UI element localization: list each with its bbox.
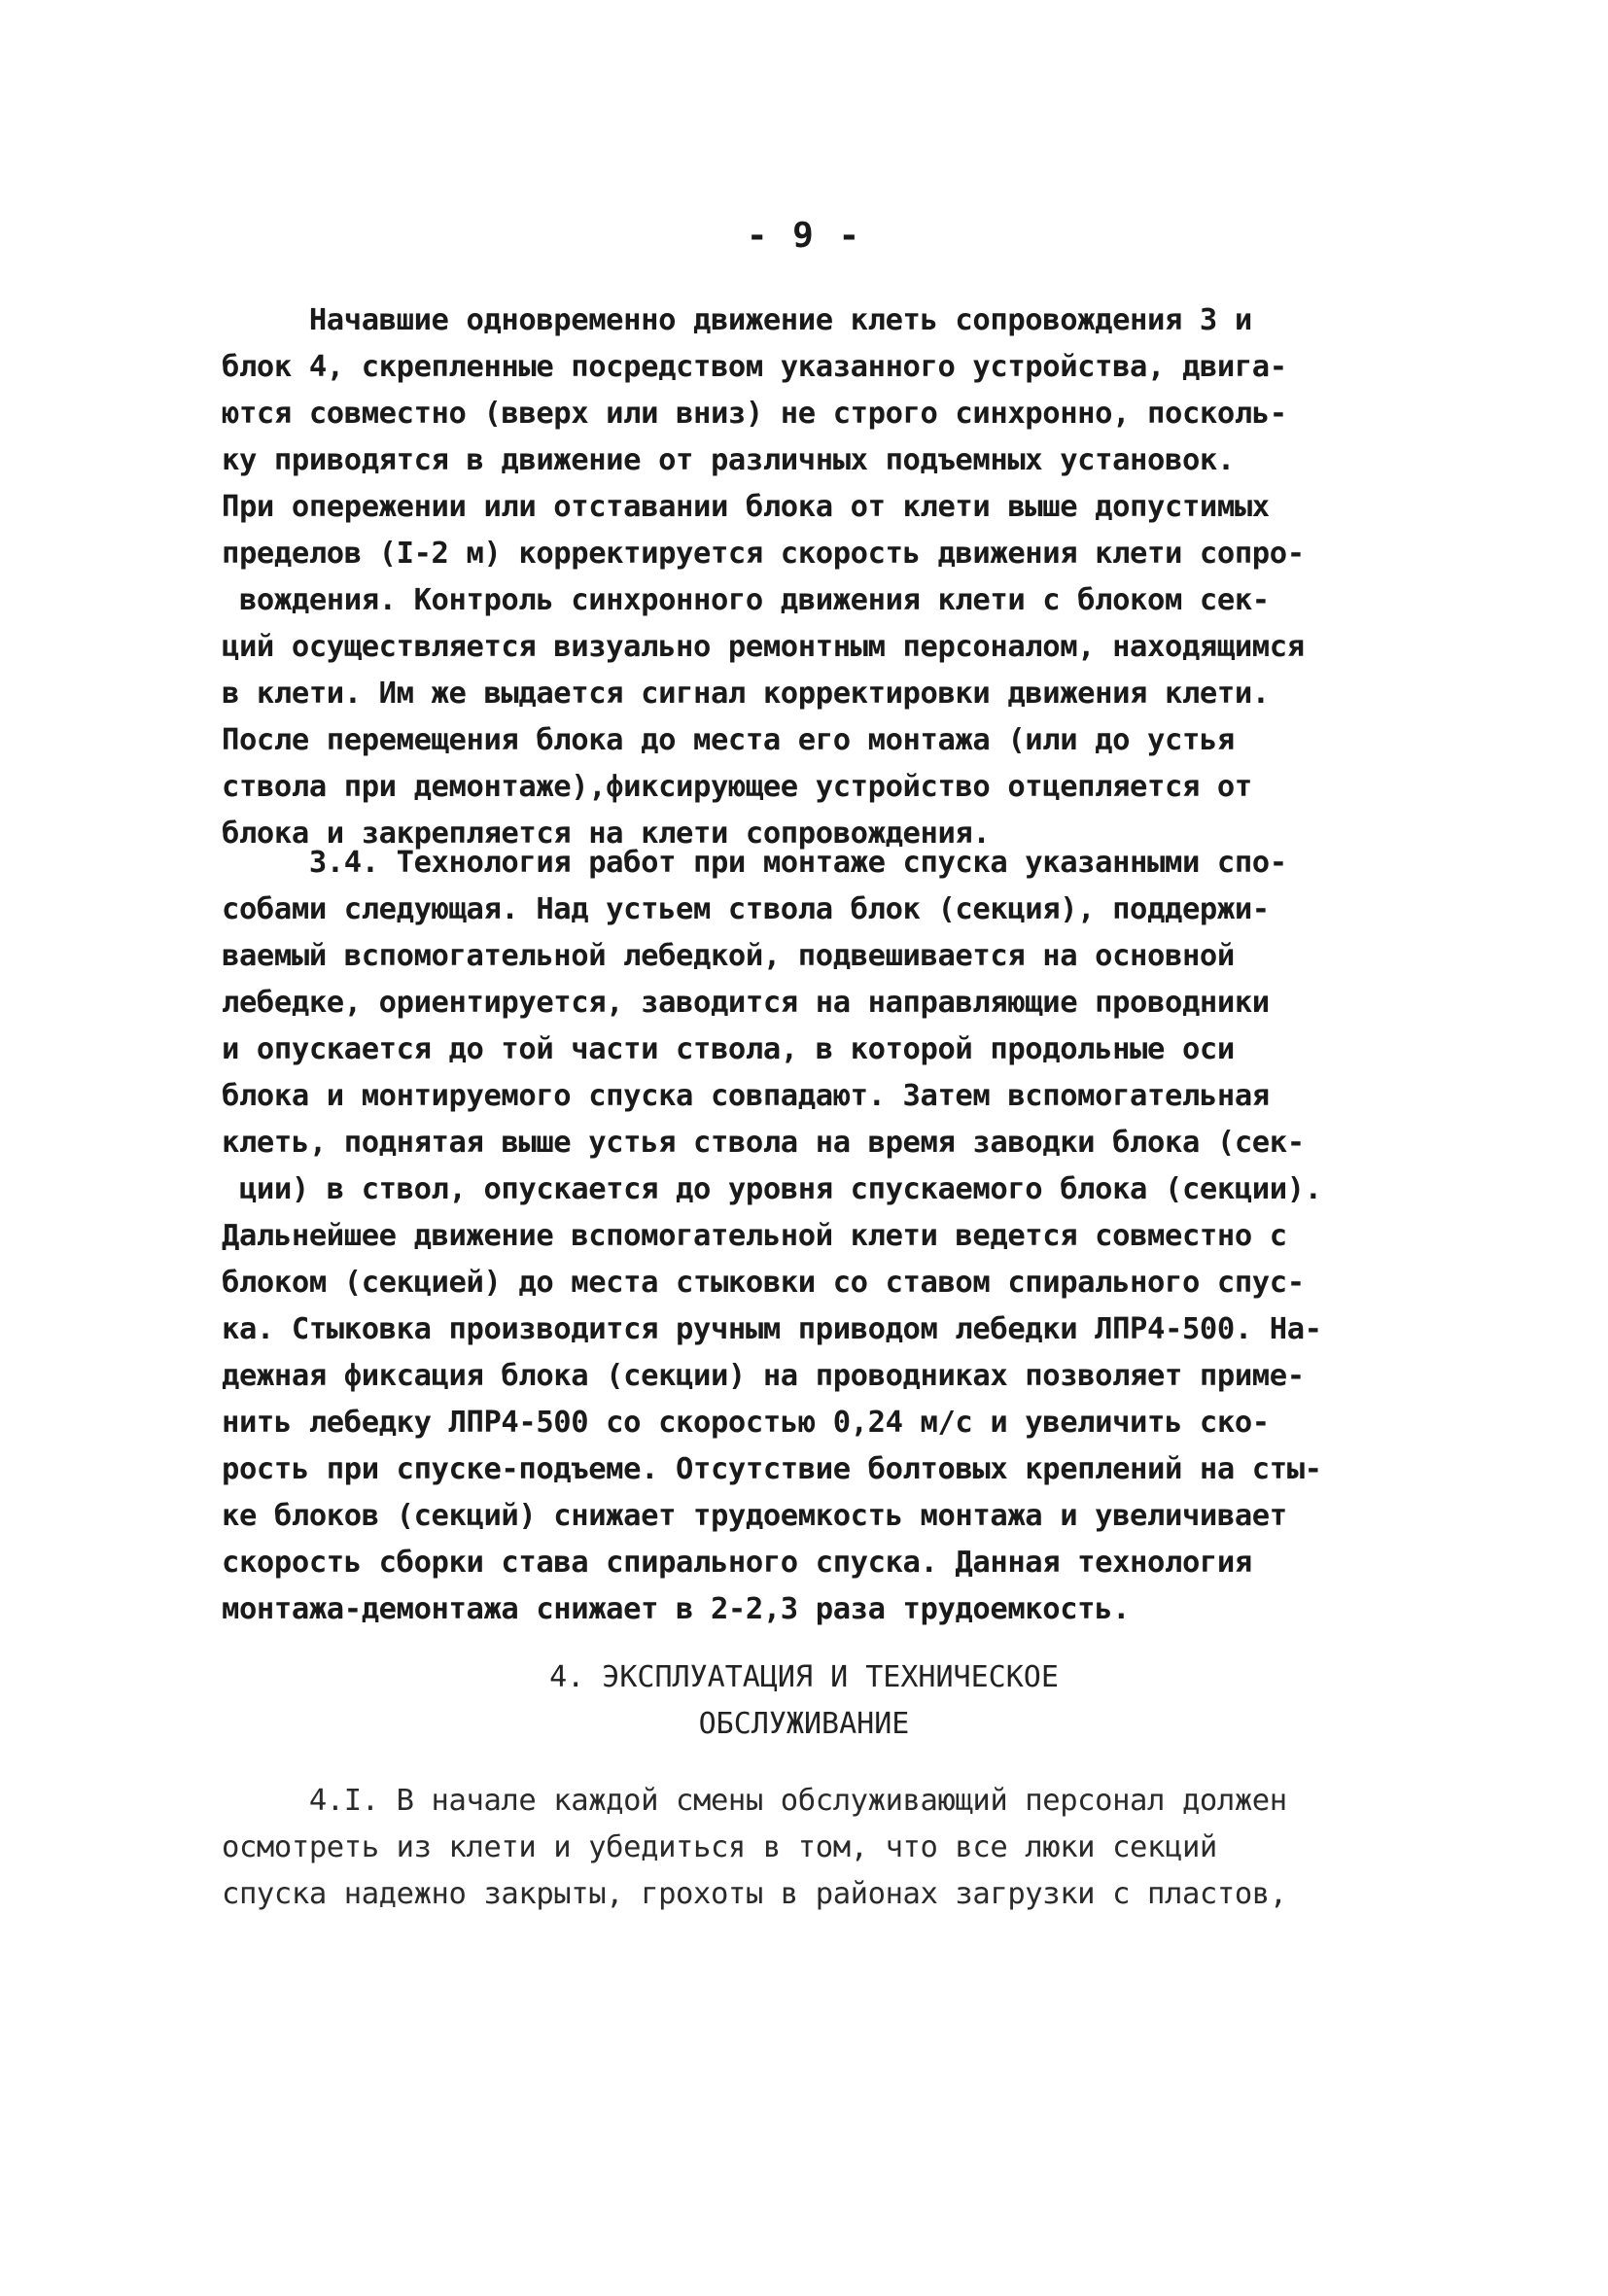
text-line: ций осуществляется визуально ремонтным персоналом, находящимся: [222, 630, 1305, 664]
section-heading-line-2: ОБСЛУЖИВАНИЕ: [698, 1707, 910, 1741]
text-line: и опускается до той части ствола, в которой продольные оси: [222, 1032, 1235, 1066]
text-line: 3.4. Технология работ при монтаже спуска указанными спо-: [222, 846, 1287, 880]
text-line: При опережении или отставании блока от клети выше допустимых: [222, 490, 1270, 524]
text-line: Дальнейшее движение вспомогательной клети ведется совместно с: [222, 1219, 1287, 1253]
text-line: пределов (I-2 м) корректируется скорость движения клети сопро-: [222, 537, 1305, 571]
text-line: После перемещения блока до места его монтажа (или до устья: [222, 723, 1235, 757]
text-line: блок 4, скрепленные посредством указанного устройства, двига-: [222, 350, 1287, 384]
text-line: ваемый вспомогательной лебедкой, подвешивается на основной: [222, 939, 1235, 973]
text-line: монтажа-демонтажа снижает в 2-2,3 раза трудоемкость.: [222, 1592, 1131, 1626]
text-line: ствола при демонтаже),фиксирующее устройство отцепляется от: [222, 770, 1252, 804]
text-line: ке блоков (секций) снижает трудоемкость монтажа и увеличивает: [222, 1499, 1287, 1533]
text-line: вождения. Контроль синхронного движения клети с блоком сек-: [222, 583, 1270, 617]
text-line: блока и закрепляется на клети сопровождения.: [222, 817, 991, 851]
text-line: блока и монтируемого спуска совпадают. Затем вспомогательная: [222, 1079, 1270, 1113]
paragraph-4-1: [222, 1778, 1359, 1918]
text-line: дежная фиксация блока (секции) на проводниках позволяет приме-: [222, 1359, 1305, 1393]
section-heading-line-1: 4. ЭКСПЛУАТАЦИЯ И ТЕХНИЧЕСКОЕ: [549, 1660, 1059, 1694]
page-number: - 9 -: [746, 216, 862, 256]
text-line: в клети. Им же выдается сигнал корректировки движения клети.: [222, 677, 1270, 711]
text-line: лебедке, ориентируется, заводится на направляющие проводники: [222, 986, 1270, 1020]
text-line: собами следующая. Над устьем ствола блок (секция), поддержи-: [222, 892, 1270, 926]
text-line: спуска надежно закрыты, грохоты в районах загрузки с пластов,: [222, 1877, 1287, 1911]
text-line: ции) в ствол, опускается до уровня спускаемого блока (секции).: [222, 1172, 1322, 1206]
text-line: рость при спуске-подъеме. Отсутствие болтовых креплений на сты-: [222, 1452, 1322, 1486]
text-line: блоком (секцией) до места стыковки со ставом спирального спус-: [222, 1266, 1305, 1300]
text-line: нить лебедку ЛПР4-500 со скоростью 0,24 м/с и увеличить ско-: [222, 1406, 1270, 1440]
text-line: скорость сборки става спирального спуска. Данная технология: [222, 1546, 1252, 1580]
text-line: Начавшие одновременно движение клеть сопровождения 3 и: [222, 303, 1252, 337]
text-line: ются совместно (вверх или вниз) не строго синхронно, посколь-: [222, 397, 1287, 431]
paragraph-3-4: [222, 840, 1359, 1633]
text-line: 4.I. В начале каждой смены обслуживающий персонал должен: [222, 1784, 1287, 1818]
paragraph-continuation: [222, 297, 1359, 857]
text-line: клеть, поднятая выше устья ствола на время заводки блока (сек-: [222, 1126, 1305, 1160]
text-line: осмотреть из клети и убедиться в том, что все люки секций: [222, 1830, 1217, 1864]
text-line: ка. Стыковка производится ручным приводом лебедки ЛПР4-500. На-: [222, 1312, 1322, 1346]
text-line: ку приводятся в движение от различных подъемных установок.: [222, 443, 1235, 477]
